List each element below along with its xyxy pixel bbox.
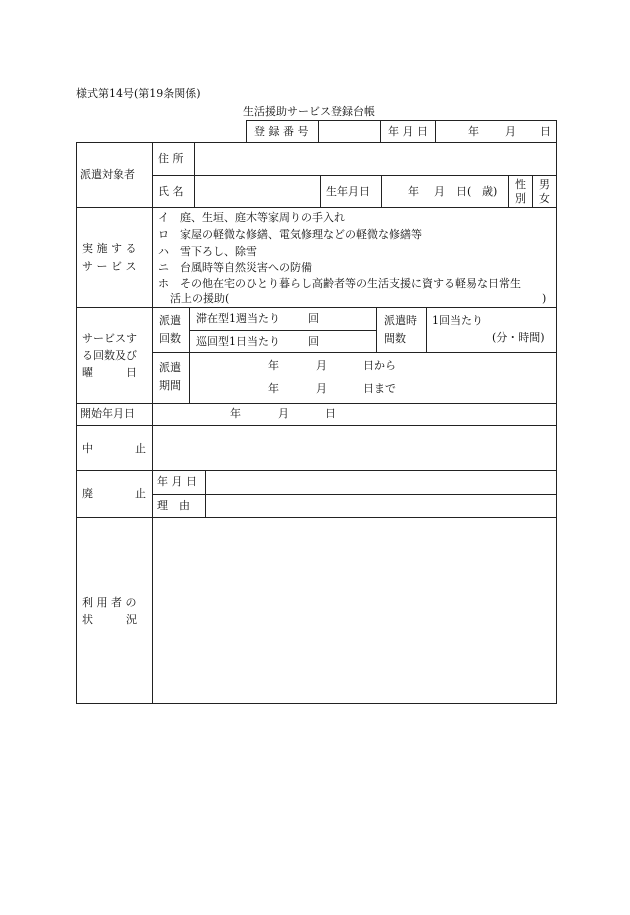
time-label-2: 間数	[384, 332, 406, 345]
abolish-label-1: 廃	[82, 487, 93, 500]
stay-type: 滞在型1週当たり	[196, 312, 280, 325]
sex-label-2: 別	[515, 192, 526, 205]
birth-label: 生年月日	[326, 185, 370, 198]
to-year: 年	[268, 382, 279, 395]
user-status-label-1: 利 用 者 の	[82, 596, 137, 609]
schedule-label-2: る回数及び	[82, 349, 137, 362]
count-label-1: 派遣	[159, 314, 181, 327]
target-label: 派遣対象者	[80, 168, 135, 181]
services-label-1: 実 施 す る	[82, 242, 137, 255]
service-item: イ 庭、生垣、庭木等家周りの手入れ	[158, 211, 345, 224]
registration-date-label: 年 月 日	[388, 125, 428, 138]
from-day: 日から	[363, 359, 396, 372]
reg-month: 月	[505, 125, 516, 138]
start-month: 月	[278, 407, 289, 420]
count-label-2: 回数	[159, 332, 181, 345]
stop-label-1: 中	[82, 442, 93, 455]
patrol-type: 巡回型1日当たり	[196, 335, 280, 348]
birth-age: 歳)	[482, 185, 498, 198]
start-day: 日	[325, 407, 336, 420]
period-label-1: 派遣	[159, 361, 181, 374]
reg-day: 日	[540, 125, 551, 138]
stay-unit: 回	[308, 312, 319, 325]
from-month: 月	[316, 359, 327, 372]
sex-female: 女	[539, 192, 550, 205]
service-item: ニ 台風時等自然災害への防備	[158, 261, 312, 274]
schedule-label-1: サービスす	[82, 332, 137, 345]
page-title: 生活援助サービス登録台帳	[243, 105, 375, 118]
registration-no-label: 登 録 番 号	[254, 125, 309, 138]
services-label-2: サ ー ビ ス	[82, 260, 137, 273]
to-day: 日まで	[363, 382, 396, 395]
service-item-close: )	[542, 292, 547, 305]
patrol-unit: 回	[308, 335, 319, 348]
abolish-label-2: 止	[135, 487, 146, 500]
time-unit: (分・時間)	[492, 331, 545, 344]
start-label: 開始年月日	[80, 407, 135, 420]
per-visit: 1回当たり	[432, 314, 483, 327]
stop-label-2: 止	[135, 442, 146, 455]
abolish-date-label: 年 月 日	[157, 475, 197, 488]
address-label: 住 所	[158, 152, 184, 165]
reg-year: 年	[468, 125, 479, 138]
service-item-cont: 活上の援助(	[170, 292, 230, 305]
sex-label-1: 性	[515, 178, 526, 191]
sex-male: 男	[539, 178, 550, 191]
abolish-reason-label: 理 由	[157, 499, 190, 512]
service-item: ロ 家屋の軽微な修繕、電気修理などの軽微な修繕等	[158, 228, 422, 241]
form-id: 様式第14号(第19条関係)	[76, 87, 201, 100]
start-year: 年	[230, 407, 241, 420]
from-year: 年	[268, 359, 279, 372]
service-item: ホ その他在宅のひとり暮らし高齢者等の生活支援に資する軽易な日常生	[158, 277, 521, 290]
schedule-label-3: 曜 日	[82, 366, 137, 379]
time-label-1: 派遣時	[384, 314, 417, 327]
birth-month: 月	[434, 185, 445, 198]
service-item: ハ 雪下ろし、除雪	[158, 245, 257, 258]
birth-year: 年	[408, 185, 419, 198]
to-month: 月	[316, 382, 327, 395]
name-label: 氏 名	[158, 185, 184, 198]
birth-day: 日(	[456, 185, 472, 198]
user-status-label-2: 状 況	[82, 613, 137, 626]
period-label-2: 期間	[159, 379, 181, 392]
